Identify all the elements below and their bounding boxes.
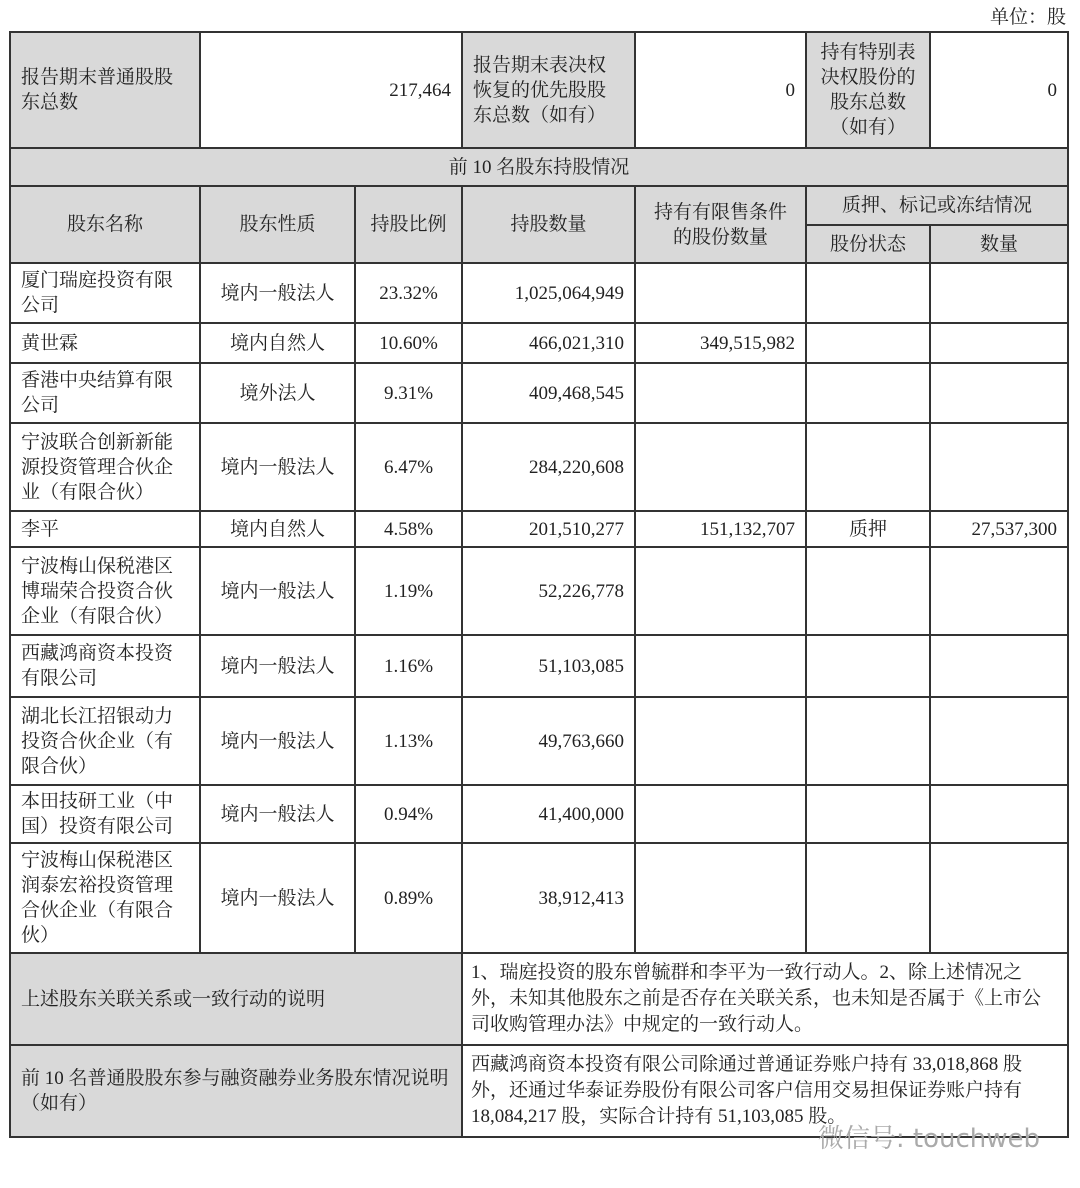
shareholder-name: 香港中央结算有限公司 (10, 363, 200, 423)
pledge-quantity: 27,537,300 (930, 511, 1068, 547)
watermark: 微信号: touchweb (817, 1124, 1040, 1154)
pledge-status (806, 785, 930, 843)
pledge-quantity (930, 423, 1068, 511)
note-text: 1、瑞庭投资的股东曾毓群和李平为一致行动人。2、除上述情况之外，未知其他股东之前是否存在关联关系，也未知是否属于《上市公司收购管理办法》中规定的一致行动人。 (462, 953, 1068, 1045)
special-value: 0 (930, 32, 1068, 148)
holding-ratio: 1.19% (355, 547, 462, 635)
header-ratio: 持股比例 (355, 186, 462, 263)
header-restricted: 持有有限售条件的股份数量 (635, 186, 806, 263)
restricted-quantity (635, 263, 806, 323)
shareholder-name: 湖北长江招银动力投资合伙企业（有限合伙） (10, 697, 200, 785)
pledge-quantity (930, 323, 1068, 363)
holding-ratio: 0.94% (355, 785, 462, 843)
shareholder-nature: 境内一般法人 (200, 547, 355, 635)
pledge-status (806, 843, 930, 953)
holding-ratio: 9.31% (355, 363, 462, 423)
shareholder-name: 宁波梅山保税港区博瑞荣合投资合伙企业（有限合伙） (10, 547, 200, 635)
table-row (10, 263, 1068, 323)
pledge-status (806, 697, 930, 785)
table-row (10, 697, 1068, 785)
preferred-value: 0 (635, 32, 806, 148)
pledge-status: 质押 (806, 511, 930, 547)
shareholder-nature: 境内一般法人 (200, 785, 355, 843)
holding-ratio: 0.89% (355, 843, 462, 953)
holding-ratio: 4.58% (355, 511, 462, 547)
pledge-quantity (930, 843, 1068, 953)
shareholder-nature: 境内一般法人 (200, 843, 355, 953)
pledge-quantity (930, 697, 1068, 785)
restricted-quantity: 151,132,707 (635, 511, 806, 547)
restricted-quantity (635, 423, 806, 511)
holding-quantity: 41,400,000 (462, 785, 635, 843)
note-label: 上述股东关联关系或一致行动的说明 (10, 953, 462, 1045)
pledge-quantity (930, 785, 1068, 843)
holding-ratio: 1.16% (355, 635, 462, 697)
pledge-quantity (930, 363, 1068, 423)
shareholder-nature: 境内自然人 (200, 323, 355, 363)
restricted-quantity (635, 635, 806, 697)
holding-quantity: 49,763,660 (462, 697, 635, 785)
preferred-label: 报告期末表决权恢复的优先股股东总数（如有） (462, 32, 635, 148)
shareholder-nature: 境内一般法人 (200, 423, 355, 511)
holding-quantity: 1,025,064,949 (462, 263, 635, 323)
shareholder-nature: 境内一般法人 (200, 635, 355, 697)
holding-quantity: 201,510,277 (462, 511, 635, 547)
note-label: 前 10 名普通股股东参与融资融券业务股东情况说明（如有） (10, 1045, 462, 1137)
table-row (10, 363, 1068, 423)
restricted-quantity (635, 547, 806, 635)
total-holders-label: 报告期末普通股股东总数 (10, 32, 200, 148)
pledge-status (806, 547, 930, 635)
holding-ratio: 1.13% (355, 697, 462, 785)
table-row (10, 635, 1068, 697)
restricted-quantity: 349,515,982 (635, 323, 806, 363)
shareholder-nature: 境外法人 (200, 363, 355, 423)
note-row (10, 953, 1068, 1045)
pledge-status (806, 263, 930, 323)
header-pledge-status: 股份状态 (806, 225, 930, 263)
special-label: 持有特别表决权股份的股东总数（如有） (806, 32, 930, 148)
pledge-quantity (930, 547, 1068, 635)
shareholder-nature: 境内一般法人 (200, 263, 355, 323)
section-title: 前 10 名股东持股情况 (10, 148, 1068, 186)
restricted-quantity (635, 697, 806, 785)
shareholder-name: 宁波梅山保税港区润泰宏裕投资管理合伙企业（有限合伙） (10, 843, 200, 953)
shareholder-name: 本田技研工业（中国）投资有限公司 (10, 785, 200, 843)
note-text: 西藏鸿商资本投资有限公司除通过普通证券账户持有 33,018,868 股外，还通过华泰证券股份有限公司客户信用交易担保证券账户持有 18,084,217 股，实际合计持有 51,103,085 股。 (462, 1045, 1068, 1137)
shareholder-name: 李平 (10, 511, 200, 547)
restricted-quantity (635, 785, 806, 843)
pledge-status (806, 423, 930, 511)
holding-ratio: 6.47% (355, 423, 462, 511)
shareholder-table (9, 31, 1069, 1138)
holding-quantity: 284,220,608 (462, 423, 635, 511)
holding-quantity: 52,226,778 (462, 547, 635, 635)
shareholder-name: 西藏鸿商资本投资有限公司 (10, 635, 200, 697)
unit-label: 单位：股 (989, 7, 1066, 28)
holding-quantity: 51,103,085 (462, 635, 635, 697)
holding-ratio: 10.60% (355, 323, 462, 363)
holding-quantity: 409,468,545 (462, 363, 635, 423)
header-pledge-group: 质押、标记或冻结情况 (806, 186, 1068, 225)
restricted-quantity (635, 843, 806, 953)
pledge-quantity (930, 263, 1068, 323)
table-row (10, 547, 1068, 635)
header-nature: 股东性质 (200, 186, 355, 263)
pledge-quantity (930, 635, 1068, 697)
holding-quantity: 38,912,413 (462, 843, 635, 953)
header-pledge-quantity: 数量 (930, 225, 1068, 263)
table-row (10, 785, 1068, 843)
pledge-status (806, 635, 930, 697)
shareholder-name: 宁波联合创新新能源投资管理合伙企业（有限合伙） (10, 423, 200, 511)
table-row (10, 323, 1068, 363)
shareholder-name: 黄世霖 (10, 323, 200, 363)
pledge-status (806, 323, 930, 363)
pledge-status (806, 363, 930, 423)
header-quantity: 持股数量 (462, 186, 635, 263)
shareholder-nature: 境内自然人 (200, 511, 355, 547)
restricted-quantity (635, 363, 806, 423)
holding-ratio: 23.32% (355, 263, 462, 323)
shareholder-nature: 境内一般法人 (200, 697, 355, 785)
table-row (10, 423, 1068, 511)
header-name: 股东名称 (10, 186, 200, 263)
shareholder-name: 厦门瑞庭投资有限公司 (10, 263, 200, 323)
table-row (10, 511, 1068, 547)
summary-row (10, 32, 1068, 148)
holding-quantity: 466,021,310 (462, 323, 635, 363)
table-row (10, 843, 1068, 953)
total-holders-value: 217,464 (200, 32, 462, 148)
